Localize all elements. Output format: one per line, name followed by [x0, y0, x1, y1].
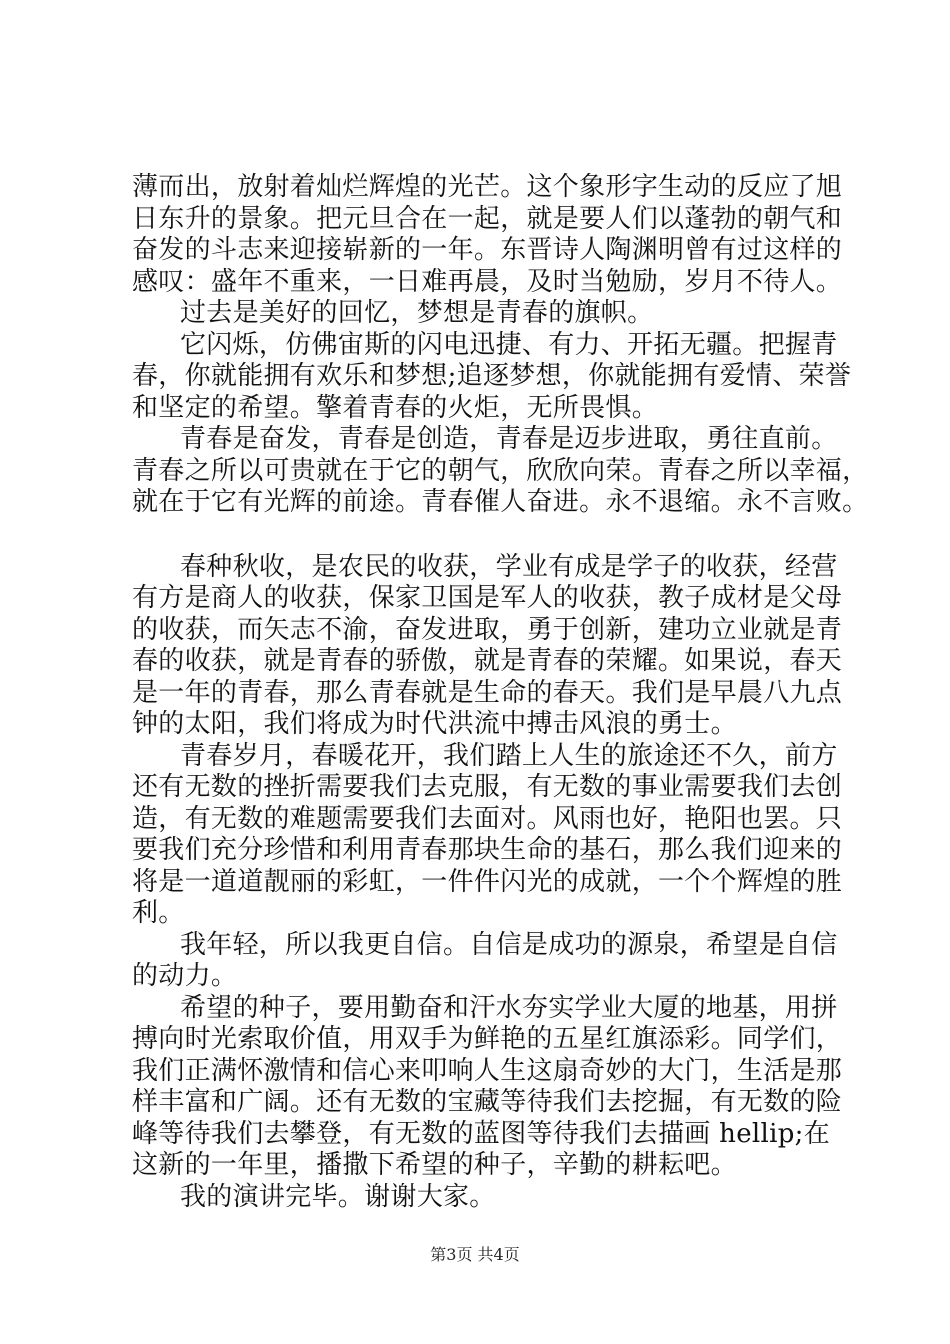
- paragraph-gap: [132, 519, 852, 552]
- text-line: 我的演讲完毕。谢谢大家。: [180, 1181, 496, 1212]
- text-line: 奋发的斗志来迎接崭新的一年。东晋诗人陶渊明曾有过这样的: [132, 235, 843, 265]
- text-line: 过去是美好的回忆，梦想是青春的旗帜。: [180, 298, 654, 328]
- text-line: 的收获，而矢志不渝，奋发进取，勇于创新，建功立业就是青: [132, 614, 843, 645]
- text-line: 利。: [132, 898, 185, 928]
- text-line: 我年轻，所以我更自信。自信是成功的源泉，希望是自信: [180, 929, 838, 960]
- text-line: 春，你就能拥有欢乐和梦想;追逐梦想，你就能拥有爱情、荣誉: [132, 361, 852, 391]
- text-line: 就在于它有光辉的前途。青春催人奋进。永不退缩。永不言败。: [132, 487, 869, 517]
- text-line: 春的收获，就是青春的骄傲，就是青春的荣耀。如果说，春天: [132, 646, 843, 676]
- text-line: 峰等待我们去攀登，有无数的蓝图等待我们去描画 hellip;在: [132, 1118, 831, 1149]
- text-line: 要我们充分珍惜和利用青春那块生命的基石，那么我们迎来的: [132, 835, 843, 865]
- text-line: 日东升的景象。把元旦合在一起，就是要人们以蓬勃的朝气和: [132, 203, 843, 234]
- text-line: 感叹：盛年不重来，一日难再晨，及时当勉励，岁月不待人。: [132, 266, 843, 297]
- text-line: 样丰富和广阔。还有无数的宝藏等待我们去挖掘，有无数的险: [132, 1087, 843, 1117]
- text-line: 青春是奋发，青春是创造，青春是迈步进取，勇往直前。: [180, 424, 838, 454]
- text-line: 钟的太阳，我们将成为时代洪流中搏击风浪的勇士。: [132, 709, 737, 739]
- text-line: 青春之所以可贵就在于它的朝气，欣欣向荣。青春之所以幸福，: [132, 455, 869, 486]
- text-line: 是一年的青春，那么青春就是生命的春天。我们是早晨八九点: [132, 677, 843, 708]
- text-line: 还有无数的挫折需要我们去克服，有无数的事业需要我们去创: [132, 772, 843, 802]
- text-line: 将是一道道靓丽的彩虹，一件件闪光的成就，一个个辉煌的胜: [132, 866, 843, 897]
- text-line: 我们正满怀激情和信心来叩响人生这扇奇妙的大门，生活是那: [132, 1055, 843, 1086]
- text-line: 这新的一年里，播撒下希望的种子，辛勤的耕耘吧。: [132, 1150, 737, 1180]
- text-line: 和坚定的希望。擎着青春的火炬，无所畏惧。: [132, 392, 659, 423]
- text-line: 造，有无数的难题需要我们去面对。风雨也好，艳阳也罢。只: [132, 803, 843, 834]
- page-number: 第3页 共4页: [430, 1245, 520, 1264]
- text-line: 春种秋收，是农民的收获，学业有成是学子的收获，经营: [180, 551, 838, 582]
- text-line: 的动力。: [132, 961, 238, 991]
- text-line: 薄而出，放射着灿烂辉煌的光芒。这个象形字生动的反应了旭: [132, 172, 843, 202]
- body-text: [132, 172, 869, 1213]
- text-line: 希望的种子，要用勤奋和汗水夯实学业大厦的地基，用拼: [180, 992, 838, 1023]
- text-line: 青春岁月，春暖花开，我们踏上人生的旅途还不久，前方: [180, 740, 838, 771]
- text-line: 有方是商人的收获，保家卫国是军人的收获，教子成材是父母: [132, 583, 843, 613]
- text-line: 它闪烁，仿佛宙斯的闪电迅捷、有力、开拓无疆。把握青: [180, 329, 838, 360]
- text-line: 搏向时光索取价值，用双手为鲜艳的五星红旗添彩。同学们，: [132, 1024, 843, 1054]
